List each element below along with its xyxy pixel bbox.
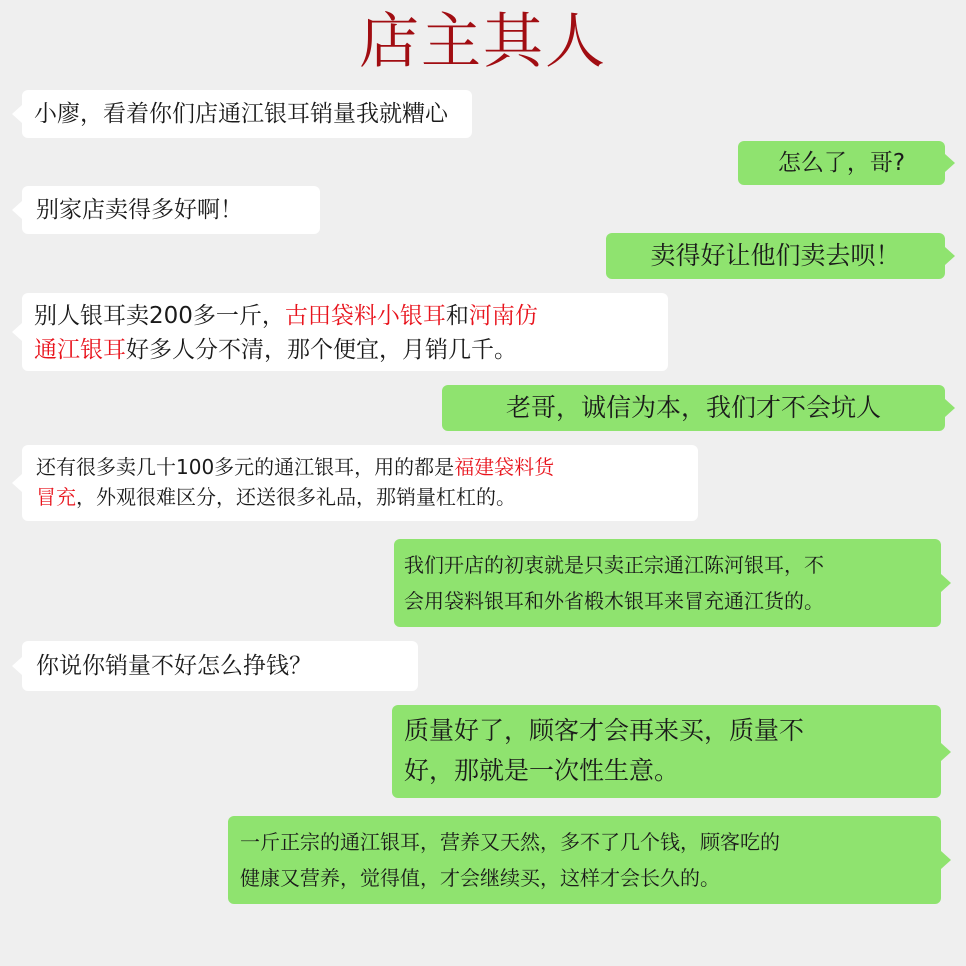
outgoing-message-1[interactable] <box>738 141 945 185</box>
message-text: 小廖，看着你们店通江银耳销量我就糟心 <box>34 101 448 127</box>
message-text: 别家店卖得多好啊！ <box>36 197 243 223</box>
outgoing-message-2[interactable] <box>606 233 945 279</box>
message-line-2: 会用袋料银耳和外省椴木银耳来冒充通江货的。 <box>404 589 824 613</box>
incoming-message-1[interactable] <box>22 90 472 138</box>
message-line-1 <box>36 452 684 482</box>
message-text: 你说你销量不好怎么挣钱？ <box>36 653 312 679</box>
page-title: 店主其人 <box>359 7 607 77</box>
message-text: 和 <box>445 303 469 329</box>
incoming-message-4[interactable] <box>22 445 698 521</box>
message-line-1: 我们开店的初衷就是只卖正宗通江陈河银耳，不 <box>404 553 824 577</box>
highlight-gutian-silver-ear: 古田袋料小银耳 <box>284 303 446 329</box>
incoming-message-3[interactable] <box>22 293 668 371</box>
message-line-2: 健康又营养，觉得值，才会继续买，这样才会长久的。 <box>240 866 720 890</box>
message-text: ，外观很难区分，还送很多礼品，那销量杠杠的。 <box>76 485 516 509</box>
highlight-tongjiang-silver-ear: 通江银耳 <box>34 337 126 363</box>
message-line-1: 一斤正宗的通江银耳，营养又天然，多不了几个钱，顾客吃的 <box>240 830 780 854</box>
message-text: 卖得好让他们卖去呗！ <box>650 241 901 270</box>
highlight-counterfeit: 冒充 <box>36 485 76 509</box>
incoming-message-5[interactable] <box>22 641 418 691</box>
message-text: 还有很多卖几十100多元的通江银耳，用的都是 <box>36 455 455 479</box>
outgoing-message-3[interactable] <box>442 385 945 431</box>
incoming-message-2[interactable] <box>22 186 320 234</box>
highlight-henan-imitation: 河南仿 <box>468 303 538 329</box>
message-text: 好多人分不清，那个便宜，月销几千。 <box>126 337 517 363</box>
message-text: 老哥，诚信为本，我们才不会坑人 <box>505 393 881 422</box>
message-line-2: 好，那就是一次性生意。 <box>404 756 680 785</box>
outgoing-message-5[interactable] <box>392 705 941 798</box>
message-text: 别人银耳卖200多一斤， <box>34 303 285 329</box>
outgoing-message-4[interactable] <box>394 539 941 627</box>
outgoing-message-6[interactable] <box>228 816 941 904</box>
message-line-2 <box>34 333 656 367</box>
message-text: 怎么了，哥? <box>777 150 906 176</box>
message-line-1: 质量好了，顾客才会再来买，质量不 <box>404 716 805 745</box>
highlight-fujian-bag-material: 福建袋料货 <box>454 455 555 479</box>
message-line-1 <box>34 299 656 333</box>
message-line-2 <box>36 482 684 512</box>
